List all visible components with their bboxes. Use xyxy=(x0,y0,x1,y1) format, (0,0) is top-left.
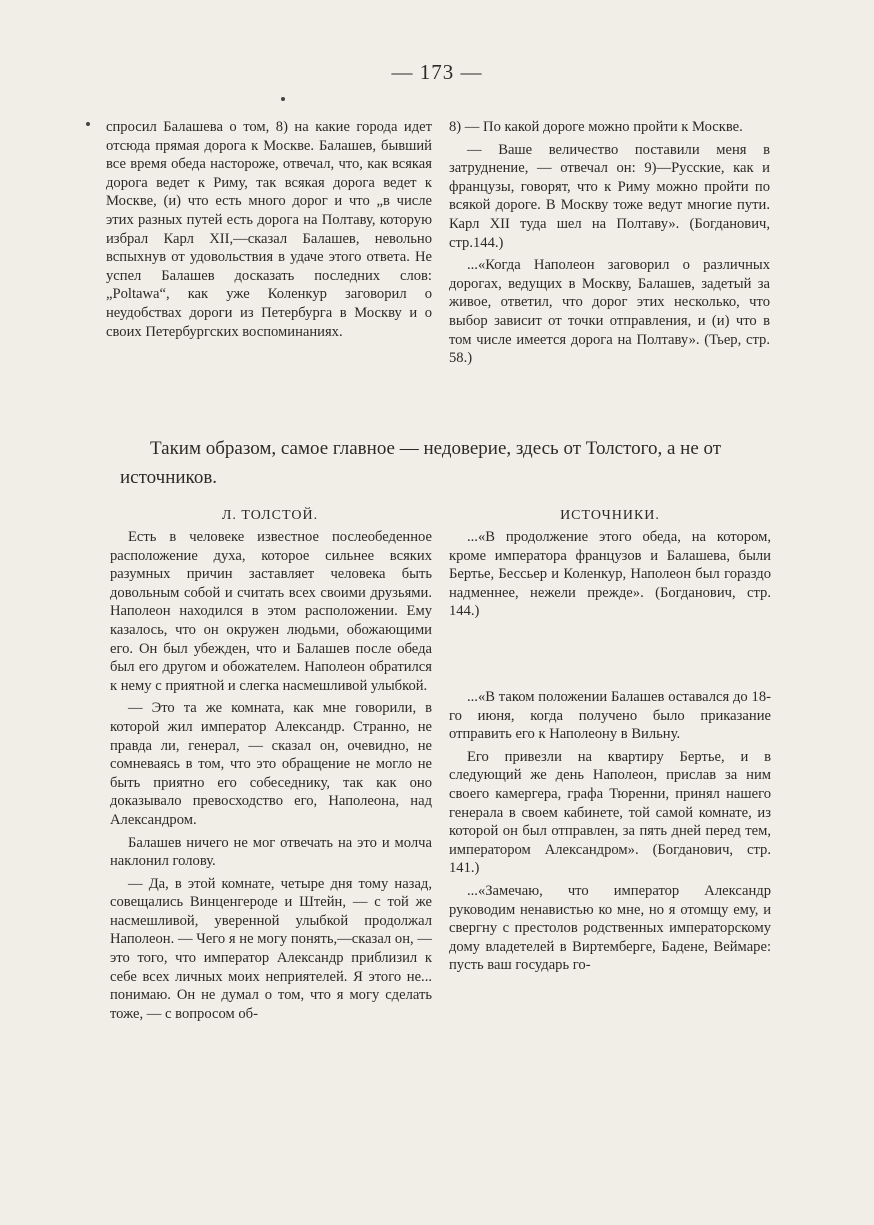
tolstoy-paragraph: — Да, в этой комнате, четыре дня тому назад, совещались Винценгероде и Штейн, — с той же насмешливой, уверенной улыбкой продолжал Наполеон. — Чего я не могу понять,—сказал он, — это того, что император Александр приблизил к себе всех личных моих неприятелей. Я этого не... понимаю. Он не думал о том, что я могу сделать тоже, — с вопросом об- xyxy=(110,875,432,1022)
ink-mark xyxy=(86,122,90,126)
sources-column-bottom xyxy=(449,688,771,979)
source-paragraph: ...«В продолжение этого обеда, на котором, кроме императора французов и Балашева, были Бертье, Бессьер и Коленкур, Наполеон был гораздо надменнее, нежели прежде». (Богданович, стр. 144.) xyxy=(449,529,771,620)
tolstoy-column xyxy=(110,528,432,1027)
top-left-paragraph: спросил Балашева о том, 8) на какие города идет отсюда прямая дорога к Москве. Балашев, бывший все время обеда настороже, отвечал, что, как всякая дорога ведет к Риму, так всякая дорога ведет к Москве, (и) что есть много дорог и что „в числе этих разных путей есть дорога на Полтаву, которую избрал Карл XII,—сказал Балашев, невольно вспыхнув от удовольствия в удаче этого ответа. Не успел Балашев досказать последних слов: „Poltawa“, как уже Коленкур заговорил о неудобствах дороги из Петербурга в Москву и о своих Петербургских воспоминаниях. xyxy=(106,119,432,340)
tolstoy-paragraph: Балашев ничего не мог отвечать на это и молча наклонил голову. xyxy=(110,834,432,870)
tolstoy-paragraph: Есть в человеке известное послеобеденное расположение духа, которое сильнее всяких разумных причин заставляет человека быть довольным собой и считать всех своими друзьями. Наполеон находился в этом расположении. Ему казалось, что он окружен людьми, обожающими его. Он был убежден, что и Балашев после обеда был его другом и обожателем. Наполеон обратился к нему с приятной и слегка насмешливой улыбкой. xyxy=(110,529,432,694)
ink-mark xyxy=(281,97,285,101)
summary-sentence: Таким образом, самое главное — недоверие, здесь от Толстого, а не от источников. xyxy=(120,438,722,488)
source-paragraph: ...«Замечаю, что император Александр руководим ненавистью ко мне, но я отомщу ему, и свергну с престолов родственных императорскому дому владетелей в Виртемберге, Бадене, Веймаре: пусть ваш государь го- xyxy=(449,882,771,974)
source-paragraph: ...«В таком положении Балашев оставался до 18-го июня, когда получено было приказание отправить его к Наполеону в Вильну. xyxy=(449,689,771,743)
source-quote: — Ваше величество поставили меня в затруднение, — отвечал он: 9)—Русские, как и французы, говорят, что к Риму можно пройти по всякой дороге. В Москву тоже ведут многие пути. Карл XII туда шел на Полтаву». (Богданович, стр.144.) xyxy=(449,141,770,251)
right-column-heading: ИСТОЧНИКИ. xyxy=(560,508,660,523)
top-right-column xyxy=(449,118,770,372)
sources-column-top xyxy=(449,528,771,625)
source-paragraph: Его привезли на квартиру Бертье, и в следующий же день Наполеон, прислав за ним своего камергера, графа Тюренни, принял нашего генерала в своем кабинете, той самой комнате, из которой он был отправлен, за пять дней перед тем, императором Александром». (Богданович, стр. 141.) xyxy=(449,748,771,877)
footnote-8: 8) — По какой дороге можно пройти к Москве. xyxy=(449,119,743,135)
source-quote: ...«Когда Наполеон заговорил о различных дорогах, ведущих в Москву, Балашев, задетый за живое, ответил, что дорог этих несколько, что выбор зависит от точки отправления, и (и) что в том числе имеется дорога на Полтаву». (Тьер, стр. 58.) xyxy=(449,257,770,367)
top-left-column xyxy=(106,118,432,345)
left-column-heading: Л. ТОЛСТОЙ. xyxy=(221,508,319,523)
tolstoy-paragraph: — Это та же комната, как мне говорили, в которой жил император Александр. Странно, не правда ли, генерал, — сказал он, очевидно, не сомневаясь в том, что это обращение не могло не быть приятно его собеседнику, так как оно доказывало превосходство его, Наполеона, над Александром. xyxy=(110,700,432,828)
page-number: — 173 — xyxy=(391,60,483,84)
